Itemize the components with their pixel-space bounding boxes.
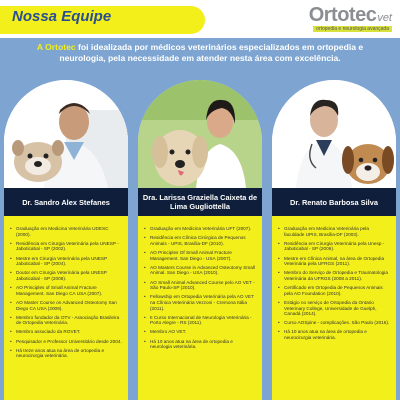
ortotec-logo[interactable]: [252, 4, 392, 34]
page-title: Nossa Equipe: [12, 8, 112, 25]
team-member-renato: [272, 80, 396, 400]
intro-body: foi idealizada por médicos veterinários especializados em ortopedia e neurologia, pela necessidade em atender nesta área com excelência.: [59, 42, 364, 63]
vet-photo-illustration: [138, 80, 262, 188]
credential-item: • Residência em Cirurgia Veterinária pela UNESP - Jaboticabal - SP (2002).: [10, 241, 122, 252]
credential-item: • Há treze anos atua na área de ortopedia e neurocirurgia veterinária.: [10, 348, 122, 359]
credential-item: • Residência em Clínica Cirúrgica de Pequenos Animais - UPIS, Brasília-DF (2010).: [144, 235, 256, 246]
photo-vet-with-golden-retriever: [138, 80, 262, 188]
intro-text: [14, 42, 386, 64]
photo-vet-with-beagle: [272, 80, 396, 188]
member-name: Dr. Sandro Alex Stefanes: [4, 188, 128, 216]
logo-name: Ortotec: [308, 4, 377, 26]
credential-item: • Há 10 anos atua na área de ortopedia e neurocirurgia veterinária.: [278, 329, 390, 340]
credentials-list: [272, 216, 396, 400]
credential-item: • Certificado em Ortopedia de Pequenos Animais pela AO Foundation (2010).: [278, 285, 390, 296]
credential-item: • AO Masters Course in Advanced Osteotomy Small Animal. San Diego - USA (2010).: [144, 265, 256, 276]
credential-item: • Há 10 anos atua na área de ortopedia e neurologia veterinária.: [144, 339, 256, 350]
credential-item: • Estágio no serviço de Ortopedia da Ontario Veterinary College, Universidade de Guelph, Canadá (2014).: [278, 300, 390, 317]
credential-item: • AO Master Course on Advanced Osteotomy San Diego CA USA (2009).: [10, 300, 122, 311]
credential-item: • Fellowship em Ortopedia Veterinária pela AO VET na Clínica Veterinária Vezzoni - Cremona Itália (2011).: [144, 294, 256, 311]
credential-item: • Graduação em Medicina Veterinária UDESC (2000).: [10, 226, 122, 237]
credential-item: • Graduação em Medicina Veterinária UFT (2007).: [144, 226, 256, 232]
credentials-list: [138, 216, 262, 400]
credential-item: • AO Principles of Small Animal Fracture Management. San Diego CA USA (2007).: [10, 285, 122, 296]
intro-brand: A Ortotec: [36, 42, 76, 52]
logo-suffix: vet: [377, 12, 392, 24]
credential-item: • Pesquisador e Professor Universitário desde 2004.: [10, 339, 122, 345]
vet-photo-illustration: [4, 80, 128, 188]
member-name: Dra. Larissa Graziella Caixeta de Lima Gugliottella: [138, 188, 262, 216]
header: [0, 0, 400, 38]
credential-item: • II Curso Internacional de Neurologia Veterinária - Porto Alegre - RS (2011).: [144, 315, 256, 326]
vet-photo-illustration: [272, 80, 396, 188]
credential-item: • AO Small Animal Advanced Course pelo AO VET - São Paulo-SP (2010).: [144, 280, 256, 291]
photo-vet-with-bulldog: [4, 80, 128, 188]
credential-item: • AO Principles Of Small Animal Fracture Management. San Diego - USA (2007).: [144, 250, 256, 261]
credential-item: • Graduação em Medicina Veterinária pela faculdade UPIS, Brasília-DF (2003).: [278, 226, 390, 237]
credential-item: • Membro associado da ROVET.: [10, 329, 122, 335]
team-member-sandro: [4, 80, 128, 400]
credential-item: • Residência em Cirurgia Veterinária pela Unesp - Jaboticabal - SP (2006).: [278, 241, 390, 252]
credential-item: • Membro do Serviço de Ortopedia e Traumatologia Veterinária da UFRGS (2008 a 2011).: [278, 270, 390, 281]
team-member-larissa: [138, 80, 262, 400]
logo-tagline: ortopedia e neurologia avançada: [313, 26, 392, 32]
member-name: Dr. Renato Barbosa Silva: [272, 188, 396, 216]
credential-item: • Mestre em Cirurgia Veterinária pela UNESP Jaboticabal - SP (2004).: [10, 256, 122, 267]
credentials-list: [4, 216, 128, 400]
credential-item: • Membro fundador da OTV - Associação Brasileira de Ortopedia Veterinária.: [10, 315, 122, 326]
credential-item: • Curso AOSpine - complicações. São Paulo (2016).: [278, 320, 390, 326]
credential-item: • Doutor em Cirurgia Veterinária pela UNESP Jaboticabal - SP (2008).: [10, 270, 122, 281]
credential-item: • Mestre em Clínica Animal, na área de Ortopedia Veterinária pela UFRGS (2011).: [278, 256, 390, 267]
credential-item: • Membro AO VET.: [144, 329, 256, 335]
